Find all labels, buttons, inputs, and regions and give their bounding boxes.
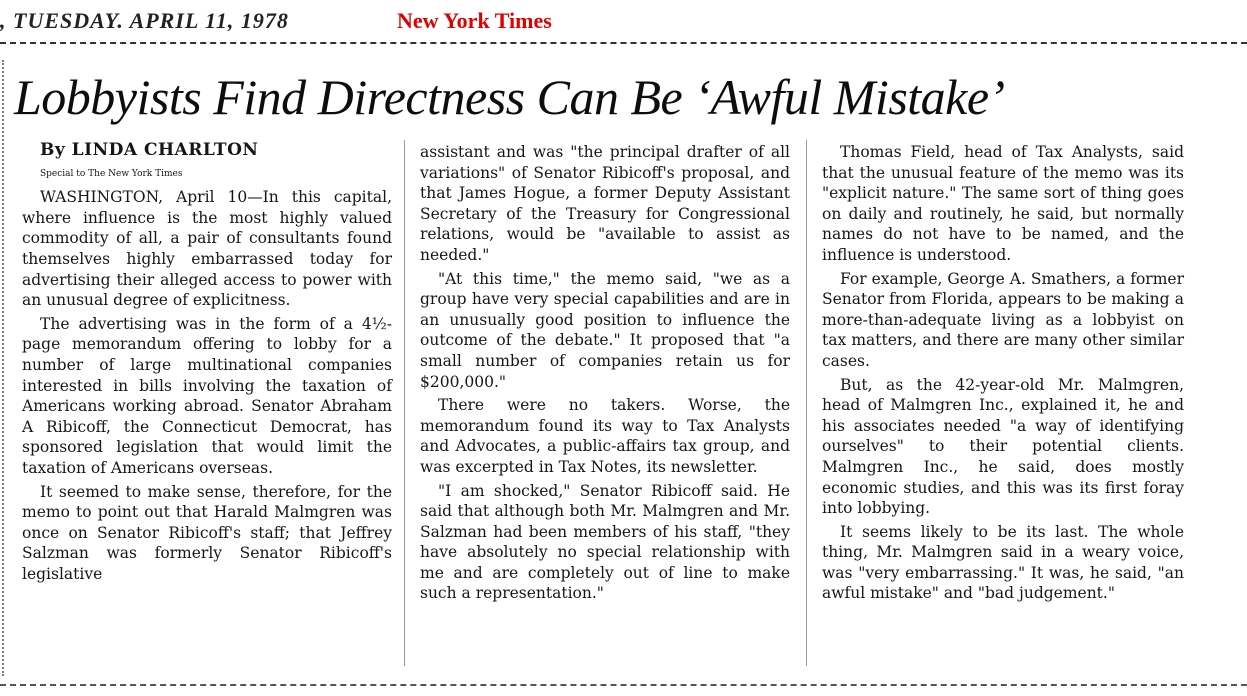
- paragraph: There were no takers. Worse, the memorandum found its way to Tax Analysts and Advocates, a public-affairs tax group, and was excerpted in Tax Notes, its newsletter.: [420, 396, 790, 476]
- source-label: New York Times: [397, 8, 552, 33]
- paragraph: assistant and was "the principal drafter of all variations" of Senator Ribicoff's proposal, and that James Hogue, a former Deputy Assistant Secretary of the Treasury for Congressional relations, would be "available to assist as needed.": [420, 143, 790, 264]
- dateline: , TUESDAY. APRIL 11, 1978: [0, 8, 289, 33]
- paragraph: "At this time," the memo said, "we as a group have very special capabilities and are in an unusually good position to influence the outcome of the debate." It proposed that "a small number of companies retain us for $200,000.": [420, 269, 790, 391]
- column-divider: [806, 140, 807, 666]
- paragraph: The advertising was in the form of a 4½-page memorandum offering to lobby for a number of large multinational companies interested in bills involving the taxation of Americans working abroad. Senator Abraham A Ribicoff, the Connecticut Democrat, has sponsored legislation that would limit the taxation of Americans overseas.: [22, 314, 392, 477]
- bottom-rule: [0, 684, 1247, 686]
- paragraph: WASHINGTON, April 10—In this capital, where influence is the most highly valued commodity of all, a pair of consultants found themselves highly embarrassed today for advertising their alleged access to power with an unusual degree of explicitness.: [22, 188, 392, 310]
- paragraph: It seemed to make sense, therefore, for the memo to point out that Harald Malmgren was once on Senator Ribicoff's staff; that Jeffrey Salzman was formerly Senator Ribicoff's legislative: [22, 482, 392, 583]
- left-edge-rule: [2, 60, 4, 676]
- paragraph: Thomas Field, head of Tax Analysts, said that the unusual feature of the memo was its "explicit nature." The same sort of thing goes on daily and routinely, he said, but normally names do not have to be named, and the influence is understood.: [822, 143, 1184, 264]
- byline: By LINDA CHARLTON: [40, 140, 259, 160]
- paragraph: For example, George A. Smathers, a former Senator from Florida, appears to be making a more-than-adequate living as a lobbyist on tax matters, and there are many other similar cases.: [822, 269, 1184, 370]
- top-rule: [0, 42, 1247, 44]
- column-divider: [404, 140, 405, 666]
- paragraph: But, as the 42-year-old Mr. Malmgren, head of Malmgren Inc., explained it, he and his associates needed "a way of identifying ourselves" to their potential clients. Malmgren Inc., he said, does mostly economic studies, and this was its first foray into lobbying.: [822, 375, 1184, 518]
- paragraph: It seems likely to be its last. The whole thing, Mr. Malmgren said in a weary voice, was "very embarrassing." It was, he said, "an awful mistake" and "bad judgement.": [822, 522, 1184, 603]
- column-3: [822, 142, 1184, 607]
- paragraph: "I am shocked," Senator Ribicoff said. He said that although both Mr. Malmgren and Mr. Salzman had been members of his staff, "they have absolutely no special relationship with me and are completely out of line to make such a representation.": [420, 481, 790, 603]
- column-2: [420, 142, 790, 607]
- column-1: [22, 140, 392, 587]
- headline: Lobbyists Find Directness Can Be ‘Awful Mistake’: [14, 69, 1005, 125]
- byline-credit: Special to The New York Times: [40, 168, 183, 179]
